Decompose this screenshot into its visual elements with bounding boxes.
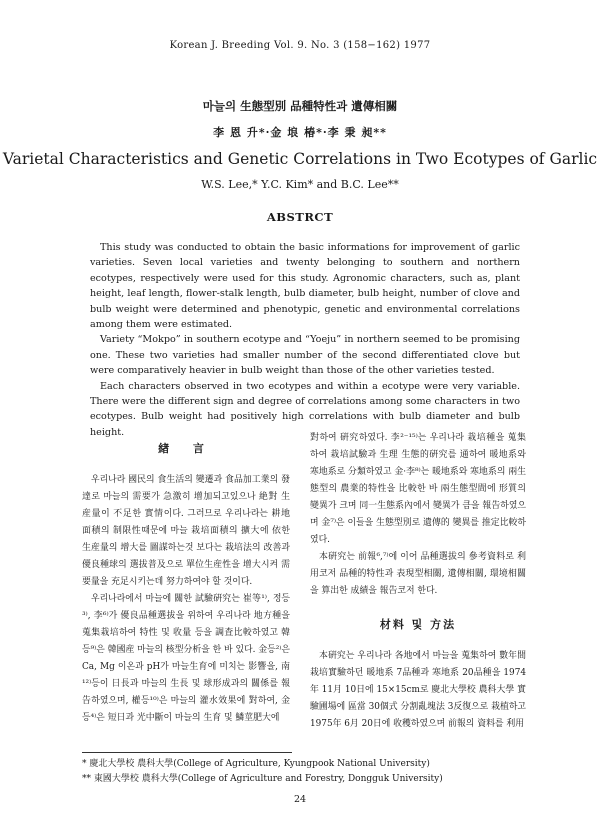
introduction-heading: 緖 言 (158, 442, 214, 455)
abstract-paragraph-2: Variety “Mokpo” in southern ecotype and “Yoeju” in northern seemed to be promising one. These two varieties had smaller number of the second differentiated clove but were comparatively heavier in bulb weight than those of the other varieties tested. (90, 334, 520, 377)
page-number: 24 (293, 794, 307, 805)
abstract-heading: ABSTRCT (266, 210, 334, 224)
abstract-body (90, 240, 520, 440)
journal-header: Korean J. Breeding Vol. 9. No. 3 (158−162) 1977 (169, 40, 431, 51)
intro-paragraph-2: 우리나라에서 마늘에 關한 試驗硏究는 崔等¹⁾, 정등³⁾, 李⁶⁾가 優良品種選拔을 위하여 우리나라 地方種을 蒐集栽培하여 特性 및 收量 등을 調査比較하였고 韓등⁹⁾은 韓國産 마늘의 核型分析을 한 바 있다. 金등²⁾은 Ca, Mg 이온과 pH가 마늘生育에 미치는 影響을, 南¹²⁾등이 日長과 마늘의 生長 및 球形成과의 關係를 報告하였으며, 權등¹⁰⁾은 마늘의 灌水效果에 對하여, 金등⁴⁾은 短日과 光中斷이 마늘의 生育 및 鱗莖肥大에 (82, 594, 290, 723)
abstract-paragraph-1: This study was conducted to obtain the basic informations for improvement of garlic varieties. Seven local varieties and twenty belonging to southern and northern ecotypes, respectively were used for this study. Agronomic characters, such as, plant height, leaf length, flower-stalk length, bulb diameter, bulb height, number of clove and bulb weight were determined and phenotypic, genetic and environmental correlations among them were estimated. (90, 242, 520, 331)
methods-heading: 材料 및 方法 (379, 618, 457, 631)
english-authors: W.S. Lee,* Y.C. Kim* and B.C. Lee** (201, 178, 399, 191)
footnote-2: ** 東國大學校 農科大學(College of Agriculture and Forestry, Dongguk University) (82, 774, 443, 784)
intro-paragraph-4: 本硏究는 前報⁶,⁷⁾에 이어 品種選拔의 參考資料로 利用코저 品種的特性과 表現型相關, 遺傳相關, 環境相關을 算出한 成績을 報告코저 한다. (310, 552, 526, 596)
korean-authors: 李 恩 升*·金 埌 椿*·李 秉 昶** (213, 126, 387, 139)
methods-paragraph: 本硏究는 우리나라 各地에서 마늘을 蒐集하여 數年間 栽培實驗하던 暖地系 7品種과 寒地系 20品種을 1974年 11月 10日에 15×15cm로 慶北大學校 農科大學 實驗圃場에 區當 30個式 分割亂塊法 3反復으로 栽植하고 1975年 6月 20日에 收穫하였으며 前報의 資料를 利用 (310, 651, 526, 729)
footnote-divider (82, 752, 292, 753)
english-title: Varietal Characteristics and Genetic Correlations in Two Ecotypes of Garlic (2, 150, 598, 168)
intro-paragraph-1: 우리나라 國民의 食生活의 變遷과 食品加工業의 發達로 마늘의 需要가 急激히 增加되고있으나 絶對 生産量이 不足한 實情이다. 그러므로 우리나라는 耕地面積의 制限性때문에 마늘 栽培面積의 擴大에 依한 生産量의 增大를 圖謀하는것 보다는 栽培法의 改善과 優良種球의 選拔普及으로 單位生産性을 增大시켜 需要量을 充足시키는데 努力하여야 할 것이다. (82, 475, 290, 587)
abstract-paragraph-3: Each characters observed in two ecotypes and within a ecotype were very variable. There were the different sign and degree of correlations among some characters in two ecotypes. Bulb weight had positively high correlations with bulb diameter and bulb height. (90, 380, 520, 438)
intro-paragraph-3: 對하여 硏究하였다. 李²⁻¹⁵⁾는 우리나라 栽培種을 蒐集하여 栽培試驗과 生理 生態的硏究를 通하여 暖地系와 寒地系로 分類하였고 金·李⁸⁾는 暖地系와 寒地系의 兩生態型의 農業的特性을 比較한 바 兩生態型間에 形質의 變異가 크며 同一生態系內에서 變異가 큼을 報告하였으며 金⁷⁾은 이들을 生態型別로 遺傳的 變異를 推定比較하였다. (310, 433, 526, 545)
footnote-1: * 慶北大學校 農科大學(College of Agriculture, Kyungpook National University) (82, 759, 430, 769)
korean-title: 마늘의 生態型別 品種特性과 遺傳相關 (202, 99, 398, 113)
left-column (82, 440, 290, 727)
right-column (310, 430, 526, 733)
